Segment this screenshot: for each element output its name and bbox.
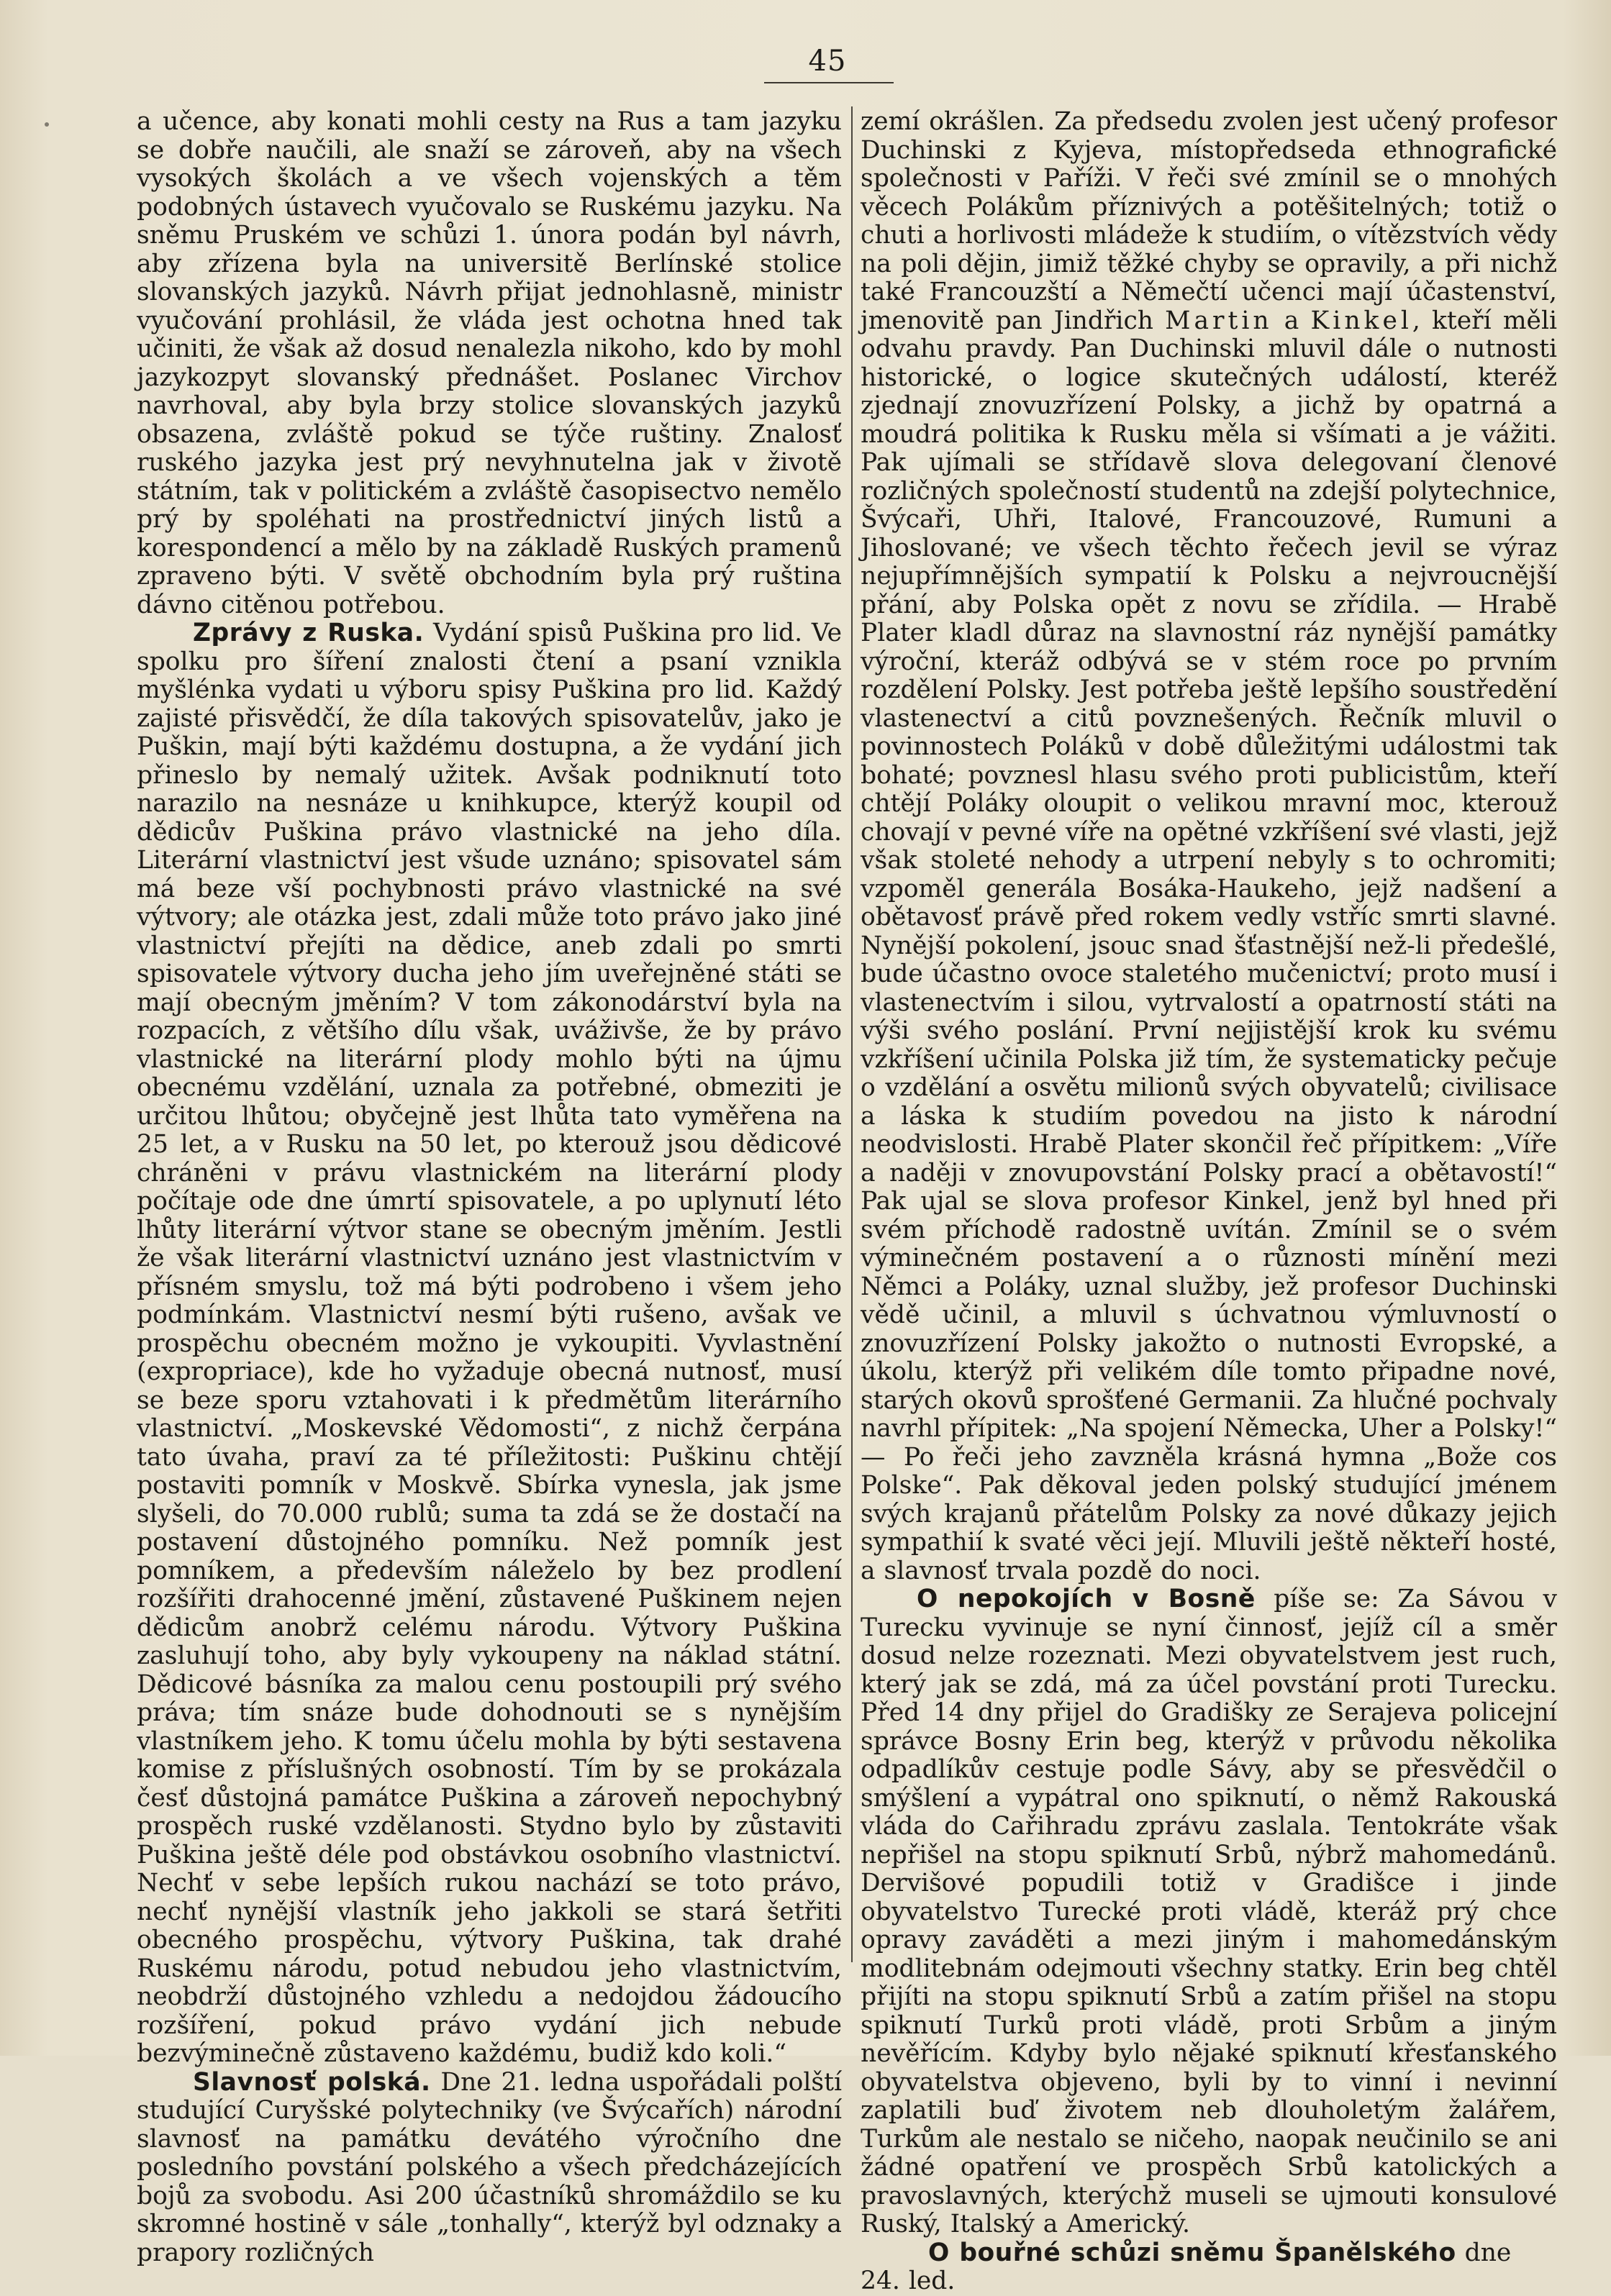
section-heading-spanish-diet: O bouřné schůzi sněmu Španělského <box>928 2238 1456 2267</box>
name-kinkel: Kinkel <box>1310 306 1412 335</box>
celebration-conjunction: a <box>1284 306 1299 335</box>
article-polish-celebration-continuation <box>861 108 1557 1585</box>
column-divider <box>851 106 853 1962</box>
article-bosnia-unrest <box>861 1585 1557 2239</box>
article-polish-celebration <box>137 2069 842 2268</box>
article-russian-language-continuation: a učence, aby konati mohli cesty na Rus a tam jazyku se dobře naučili, ale snaží se zároveň, aby na všech vysokých školách a ve všech vojenských a těm podobných ústavech vyučovalo se Ruskému jazyku. Na sněmu Pruském ve schůzi 1. února podán byl návrh, aby zřízena byla na universitě Berlínské stolice slovanských jazyků. Návrh přijat jednohlasně, ministr vyučování prohlásil, že vláda jest ochotna hned tak učiniti, že však až dosud nenalezla nikoho, kdo by mohl jazykozpyt slovanský přednášet. Poslanec Virchov navrhoval, aby byla brzy stolice slovanských jazyků obsazena, zvláště pokud se týče ruštiny. Znalosť ruského jazyka jest prý nevyhnutelna jak v životě státním, tak v politickém a zvláště časopisectvo nemělo prý by spoléhati na prostřednictví jiných listů a korespondencí a mělo by na základě Ruských pramenů zpraveno býti. V světě obchodním byla prý ruština dávno citěnou potřebou. <box>137 107 842 619</box>
article-body-bosnia: píše se: Za Sávou v Turecku vyvinuje se nyní činnosť, jejíž cíl a směr dosud nelze rozeznati. Mezi obyvatelstvem jest ruch, který jak se zdá, má za účel povstání proti Turecku. Před 14 dny přijel do Gradišky ze Serajeva policejní správce Bosny Erin beg, kterýž v průvodu několika odpadlíkův cestuje podle Sávy, aby se přesvědčil o smýšlení a vypátral ono spiknutí, o němž Rakouská vláda do Cařihradu zprávu zaslala. Tentokráte však nepřišel na stopu spiknutí Srbů, nýbrž mahomedánů. Dervišové popudili totiž v Gradišce i jinde obyvatelstvo Turecké proti vládě, kteráž prý chce opravy zaváděti a mezi jiným i mahomedánským modlitebnám odejmouti všechny statky. Erin beg chtěl přijíti na stopu spiknutí Srbů a zatím přišel na stopu spiknutí Turků proti vládě, proti Srbům a jiným nevěřícím. Kdyby bylo nějaké spiknutí křesťanského obyvatelstva objeveno, byli by to vinní i nevinní zaplatili buď životem neb dlouholetým žalářem, Turkům ale nestalo se ničeho, naopak neučinilo se ani žádné opatření ve prospěch Srbů katolických a pravoslavných, kterýchž museli se ujmouti konsulové Ruský, Italský a Americký. <box>861 1585 1557 2238</box>
name-martin: Martin <box>1165 306 1273 335</box>
page-number: 45 <box>808 45 847 78</box>
celebration-text-part-a: zemí okrášlen. Za předsedu zvolen jest učený profesor Duchinski z Kyjeva, místopředseda ethnografické společnosti v Paříži. V řeči své zmínil se o mnohých věcech Polákům příznivých a potěšitelných; totiž o chuti a horlivosti mládeže k studiím, o vítězstvích vědy na poli dějin, jimiž těžké chyby se opravily, a při nichž také Francouzští a Němečtí učenci mají účastenství, jmenovitě pan Jindřich <box>861 107 1557 335</box>
article-body-spanish-diet: dne 24. led. <box>861 2238 1512 2295</box>
section-heading-bosna: O nepokojích v Bosně <box>917 1585 1256 1613</box>
article-spanish-diet <box>861 2239 1557 2296</box>
section-heading-slavnost-polska: Slavnosť polská. <box>193 2067 431 2097</box>
page-number-rule <box>764 82 894 83</box>
section-heading-zpravy-z-ruska: Zprávy z Ruska. <box>193 619 425 647</box>
article-news-from-russia <box>137 619 842 2069</box>
article-body-polish-celebration: Dne 21. ledna uspořádali polští studující Curyšské polytechniky (ve Švýcařích) národní slavnosť na památku devátého výročního dne posledního povstání polského a všech předcházejících bojů za svobodu. Asi 200 účastníků shromáždilo se ku skromné hostině v sále „tonhally“, kterýž byl odznaky a prapory rozličných <box>137 2067 842 2267</box>
celebration-text-part-c: , kteří měli odvahu pravdy. Pan Duchinski mluvil dále o nutnosti historické, o logice skutečných událostí, kteréž zjednají znovuzřízení Polsky, a jichž by opatrná a moudrá politika k Rusku měla si všímati a je vážiti. Pak ujímali se střídavě slova delegovaní členové rozličných společností studentů na zdejší polytechnice, Švýcaři, Uhři, Italové, Francouzové, Rumuni a Jihoslované; ve všech těchto řečech jevil se výraz nejupřímnějších sympatií k Polsku a nejvroucnější přání, aby Polska opět z novu se zřídila. — Hrabě Plater kladl důraz na slavnostní ráz nynější památky výroční, kteráž odbývá se v stém roce po prvním rozdělení Polsky. Jest potřeba ještě lepšího soustředění vlastenectví a citů povznešených. Řečník mluvil o povinnostech Poláků v době důležitými událostmi tak bohaté; povznesl hlasu svého proti publicistům, kteří chtějí Poláky oloupit o velikou mravní moc, kterouž chovají v pevné víře na opětné vzkříšení své vlasti, jejž však stoleté nehody a utrpení nebyly s to ochromiti; vzpoměl generála Bosáka-Haukeho, jejž nadšení a obětavosť právě před rokem vedly vstříc smrti slavné. Nynější pokolení, jsouc snad šťastnější než-li předešlé, bude účastno ovoce staletého mučenictví; proto musí i vlastenectvím i silou, vytrvalostí a opatrností státi na výši svého poslání. První nejjistější krok ku svému vzkříšení učinila Polska již tím, že systematicky pečuje o vzdělání a osvětu milionů svých obyvatelů; civilisace a láska k studiím povedou na jisto k národní neodvislosti. Hrabě Plater skončil řeč přípitkem: „Víře a naději v znovupovstání Polsky prací a obětavostí!“ Pak ujal se slova profesor Kinkel, jenž byl hned při svém příchodě radostně uvítán. Zmínil se o svém výminečném postavení a o různosti mínění mezi Němci a Poláky, uznal služby, jež profesor Duchinski vědě učinil, a mluvil s úchvatnou výmluvností o znovuzřízení Polsky jakožto o nutnosti Evropské, a úkolu, kterýž při velikém díle tomto připadne nové, starých okovů sprošťené Germanii. Za hlučné pochvaly navrhl přípitek: „Na spojení Německa, Uher a Polsky!“ — Po řeči jeho zavzněla krásná hymna „Bože cos Polske“. Pak děkoval jeden polský studující jménem svých krajanů přátelům Polsky za nové důkazy jejich sympathií k svaté věci její. Mluvili ještě někteří hosté, a slavnosť trvala pozdě do noci. <box>861 306 1558 1585</box>
left-column <box>137 108 842 2267</box>
right-column <box>861 108 1557 2296</box>
margin-mark <box>45 122 49 127</box>
article-body-puskin: Vydání spisů Puškina pro lid. Ve spolku pro šíření znalosti čtení a psaní vznikla myšlénka vydati u výboru spisy Puškina pro lid. Každý zajisté přisvědčí, že díla takových spisovatelův, jako je Puškin, mají býti každému dostupna, a že vydání jich přineslo by nemalý užitek. Avšak podniknutí toto narazilo na nesnáze u knihkupce, kterýž koupil od dědicův Puškina právo vlastnické na jeho díla. Literární vlastnictví jest všude uznáno; spisovatel sám má beze vší pochybnosti právo vlastnické na své výtvory; ale otázka jest, zdali může toto právo jako jiné vlastnictví přejíti na dědice, aneb zdali po smrti spisovatele výtvory ducha jeho jím uveřejněné státi se mají obecným jměním? V tom zákonodárství byla na rozpacích, z většího dílu však, uváživše, že by právo vlastnické na literární plody mohlo býti na újmu obecnému vzdělání, uznala za potřebné, obmeziti je určitou lhůtou; obyčejně jest lhůta tato vyměřena na 25 let, a v Rusku na 50 let, po kterouž jsou dědicové chráněni v právu vlastnickém na literární plody počítaje ode dne úmrtí spisovatele, a po uplynutí léto lhůty literární výtvor stane se obecným jměním. Jestli že však literární vlastnictví uznáno jest vlastnictvím v přísném smyslu, tož má býti podrobeno i všem jeho podmínkám. Vlastnictví nesmí býti rušeno, avšak ve prospěchu obecném možno je vykoupiti. Vyvlastnění (expropriace), kde ho vyžaduje obecná nutnosť, musí se beze sporu vztahovati i k předmětům literárního vlastnictví. „Moskevské Vědomosti“, z nichž čerpána tato úvaha, praví za té příležitosti: Puškinu chtějí postaviti pomník v Moskvě. Sbírka vynesla, jak jsme slyšeli, do 70.000 rublů; suma ta zdá se že dostačí na postavení důstojného pomníku. Než pomník jest pomníkem, a především náleželo by bez prodlení rozšířiti drahocenné jmění, zůstavené Puškinem nejen dědicům anobrž celému národu. Výtvory Puškina zasluhují toho, aby byly vykoupeny na náklad státní. Dědicové básníka za malou cenu postoupili prý svého práva; tím snáze bude dohodnouti se s nynějším vlastníkem jeho. K tomu účelu mohla by býti sestavena komise z příslušných osobností. Tím by se prokázala česť důstojná památce Puškina a zároveň nepochybný prospěch ruské vzdělanosti. Stydno bylo by zůstaviti Puškina ještě déle pod obstávkou osobního vlastnictví. Nechť v sebe lepších rukou nachází se toto právo, nechť nynější vlastník jeho jakkoli se stará šetřiti obecného prospěchu, výtvory Puškina, tak drahé Ruskému národu, potud nebudou jeho vlastnictvím, neobdrží důstojného vzhledu a nedojdou žádoucího rozšíření, pokud právo vydání jich nebude bezvýminečně zůstaveno každému, budiž kdo koli.“ <box>137 619 842 2068</box>
